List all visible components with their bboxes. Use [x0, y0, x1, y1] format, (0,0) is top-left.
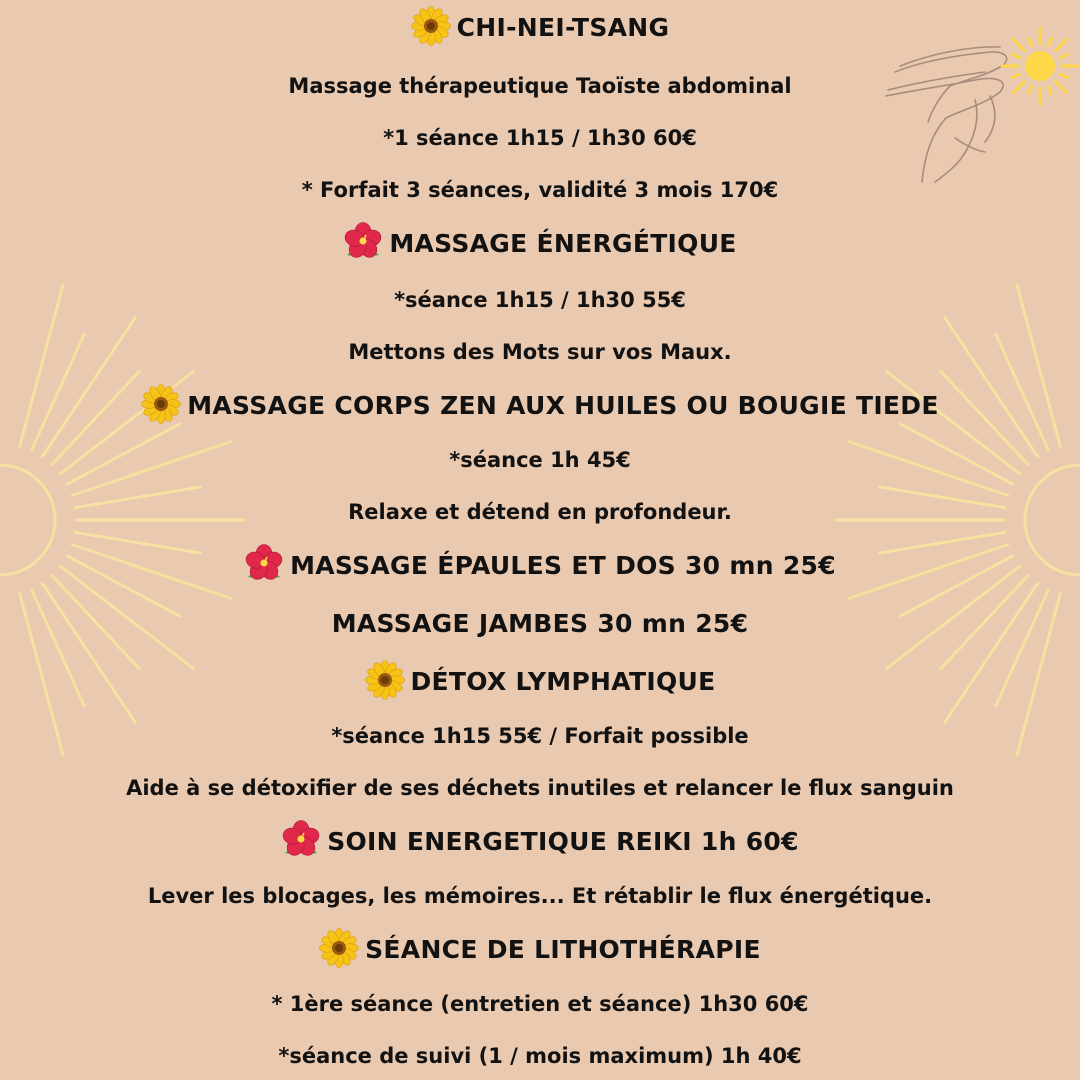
section-detail-line: *séance 1h15 55€ / Forfait possible: [331, 724, 749, 748]
section-title-text: SÉANCE DE LITHOTHÉRAPIE: [365, 935, 761, 964]
section-title: [0, 386, 1080, 426]
hibiscus-icon: [281, 820, 321, 860]
section-title-text: MASSAGE CORPS ZEN AUX HUILES OU BOUGIE TIEDE: [187, 391, 939, 420]
section-detail-line: * Forfait 3 séances, validité 3 mois 170€: [301, 178, 779, 202]
section-detail-line: Aide à se détoxifier de ses déchets inutiles et relancer le flux sanguin: [126, 776, 954, 800]
section-detail-line: *1 séance 1h15 / 1h30 60€: [383, 126, 697, 150]
section-detail-line: *séance 1h15 / 1h30 55€: [394, 288, 686, 312]
yellow-flower-icon: [141, 384, 181, 424]
section-detail-line: * 1ère séance (entretien et séance) 1h30 60€: [271, 992, 809, 1016]
section-title-text: MASSAGE JAMBES 30 mn 25€: [331, 609, 749, 638]
section-title-text: DÉTOX LYMPHATIQUE: [410, 667, 716, 696]
section-detail-line: Relaxe et détend en profondeur.: [348, 500, 732, 524]
section-title-text: SOIN ENERGETIQUE REIKI 1h 60€: [327, 827, 799, 856]
section-title: [0, 930, 1080, 970]
section-detail-line: Mettons des Mots sur vos Maux.: [348, 340, 732, 364]
section-title-text: MASSAGE ÉPAULES ET DOS 30 mn 25€: [290, 551, 836, 580]
hibiscus-icon: [244, 544, 284, 584]
section-title-text: CHI-NEI-TSANG: [456, 13, 670, 42]
section-title: [0, 662, 1080, 702]
yellow-flower-icon: [411, 6, 451, 46]
section-title: [0, 546, 1080, 586]
section-detail-line: *séance 1h 45€: [449, 448, 631, 472]
section-title: [0, 224, 1080, 264]
yellow-flower-icon: [365, 660, 405, 700]
section-detail-line: *séance de suivi (1 / mois maximum) 1h 40€: [278, 1044, 802, 1068]
section-detail-line: Massage thérapeutique Taoïste abdominal: [288, 74, 792, 98]
section-title-text: MASSAGE ÉNERGÉTIQUE: [389, 229, 737, 258]
section-title: [0, 822, 1080, 862]
yellow-flower-icon: [319, 928, 359, 968]
section-detail-line: Lever les blocages, les mémoires... Et rétablir le flux énergétique.: [147, 884, 933, 908]
hibiscus-icon: [343, 222, 383, 262]
section-title: [0, 8, 1080, 48]
section-title: [0, 604, 1080, 644]
